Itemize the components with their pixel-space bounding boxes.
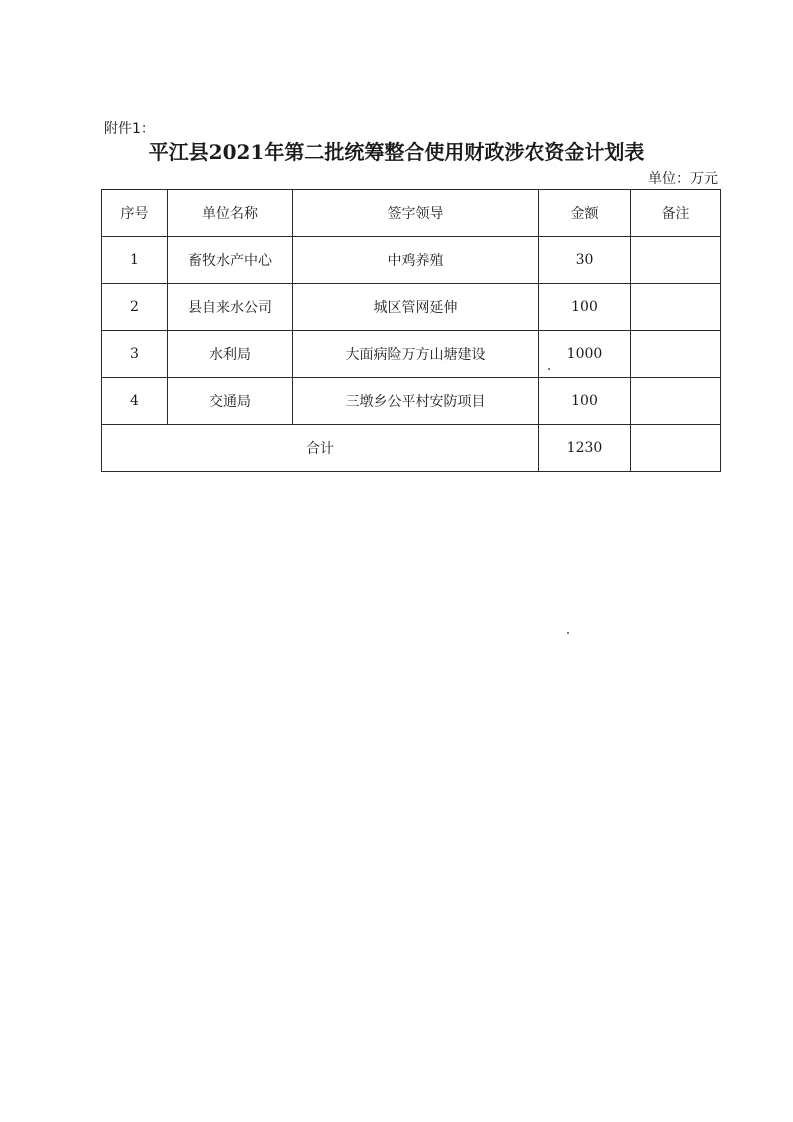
column-header-unit: 单位名称 <box>168 190 293 237</box>
attachment-label: 附件1： <box>104 121 155 137</box>
cell-unit: 水利局 <box>168 331 293 378</box>
cell-amount: 30 <box>539 237 631 284</box>
total-note <box>631 425 721 472</box>
cell-note <box>631 331 721 378</box>
cell-amount: 100 <box>539 284 631 331</box>
unit-note: 单位：万元 <box>648 171 718 187</box>
table-row <box>102 284 721 331</box>
cell-note <box>631 237 721 284</box>
scan-speck <box>548 368 550 370</box>
cell-unit: 畜牧水产中心 <box>168 237 293 284</box>
scan-speck <box>567 632 569 634</box>
table-row <box>102 378 721 425</box>
table-row <box>102 237 721 284</box>
cell-seq: 4 <box>102 378 168 425</box>
column-header-seq: 序号 <box>102 190 168 237</box>
column-header-amount: 金额 <box>539 190 631 237</box>
cell-seq: 3 <box>102 331 168 378</box>
cell-seq: 1 <box>102 237 168 284</box>
cell-seq: 2 <box>102 284 168 331</box>
cell-project: 城区管网延伸 <box>293 284 539 331</box>
column-header-project: 签字领导 <box>293 190 539 237</box>
table-row <box>102 331 721 378</box>
cell-note <box>631 378 721 425</box>
fund-plan-table <box>101 189 721 472</box>
cell-note <box>631 284 721 331</box>
cell-project: 三墩乡公平村安防项目 <box>293 378 539 425</box>
column-header-note: 备注 <box>631 190 721 237</box>
cell-unit: 县自来水公司 <box>168 284 293 331</box>
cell-amount: 1000 <box>539 331 631 378</box>
total-amount: 1230 <box>539 425 631 472</box>
cell-amount: 100 <box>539 378 631 425</box>
document-title: 平江县2021年第二批统筹整合使用财政涉农资金计划表 <box>148 140 645 164</box>
cell-project: 大面病险万方山塘建设 <box>293 331 539 378</box>
table-header-row <box>102 190 721 237</box>
total-label: 合计 <box>102 425 539 472</box>
cell-unit: 交通局 <box>168 378 293 425</box>
total-row <box>102 425 721 472</box>
cell-project: 中鸡养殖 <box>293 237 539 284</box>
